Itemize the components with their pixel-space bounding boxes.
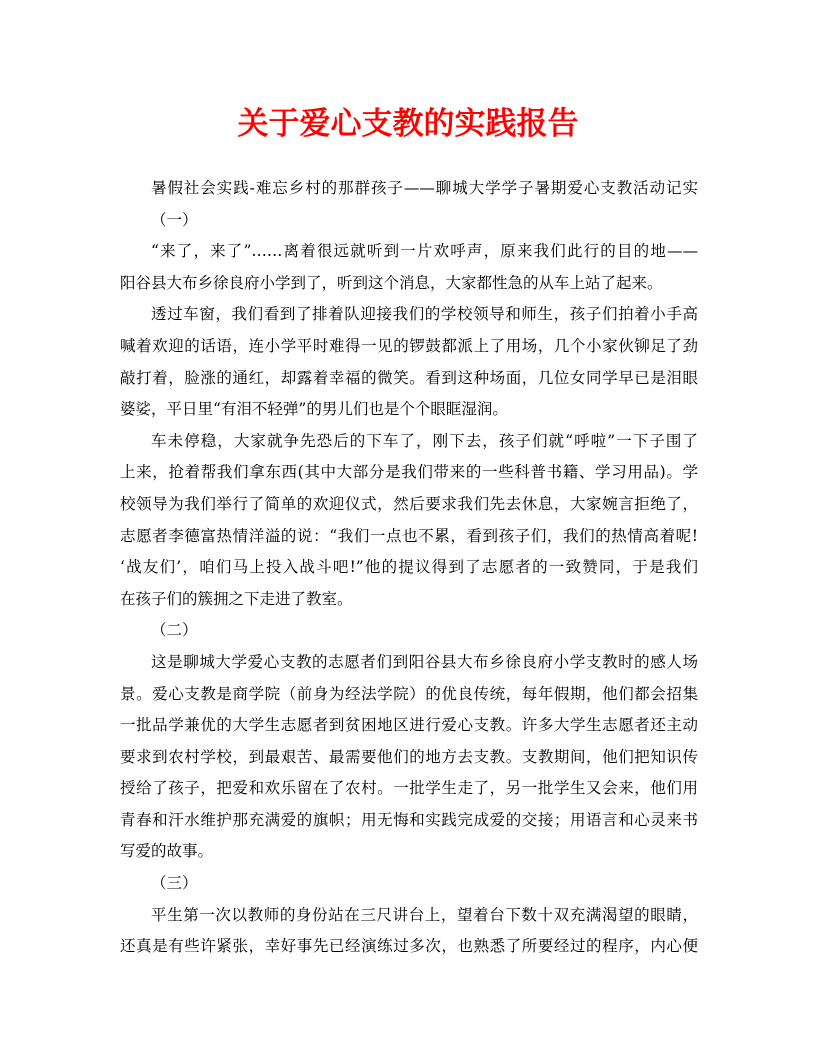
paragraph-line: 还真是有些许紧张，幸好事先已经演练过多次，也熟悉了所要经过的程序，内心便: [120, 937, 698, 956]
paragraph-line: 这是聊城大学爱心支教的志愿者们到阳谷县大布乡徐良府小学支教时的感人场: [151, 652, 698, 671]
paragraph-line: 写爱的故事。: [120, 842, 214, 861]
document-title: 关于爱心支教的实践报告: [237, 106, 579, 142]
section-heading: （二）: [151, 621, 198, 640]
paragraph-line: 上来，抢着帮我们拿东西(其中大部分是我们带来的一些科普书籍、学习用品)。学: [120, 463, 698, 482]
paragraph-line: 志愿者李德富热情洋溢的说：“我们一点也不累，看到孩子们，我们的热情高着呢!: [120, 526, 698, 545]
paragraph-line: 校领导为我们举行了简单的欢迎仪式，然后要求我们先去休息，大家婉言拒绝了，: [120, 494, 698, 513]
section-heading: （三）: [151, 874, 198, 893]
document-subtitle: 暑假社会实践-难忘乡村的那群孩子——聊城大学学子暑期爱心支教活动记实: [151, 179, 698, 197]
paragraph-line: 青春和汗水维护那充满爱的旗帜；用无悔和实践完成爱的交接；用语言和心灵来书: [120, 810, 698, 829]
paragraph-line: “来了，来了”……离着很远就听到一片欢呼声，原来我们此行的目的地——: [151, 242, 698, 261]
paragraph-line: 喊着欢迎的话语，连小学平时难得一见的锣鼓都派上了用场，几个小家伙铆足了劲: [120, 336, 698, 355]
paragraph-line: 在孩子们的簇拥之下走进了教室。: [120, 589, 353, 608]
paragraph-line: 要求到农村学校，到最艰苦、最需要他们的地方去支教。支教期间，他们把知识传: [120, 747, 698, 766]
paragraph-line: 阳谷县大布乡徐良府小学到了，听到这个消息，大家都性急的从车上站了起来。: [120, 273, 663, 292]
paragraph-line: 一批品学兼优的大学生志愿者到贫困地区进行爱心支教。许多大学生志愿者还主动: [120, 716, 698, 735]
paragraph-line: 透过车窗，我们看到了排着队迎接我们的学校领导和师生，孩子们拍着小手高: [151, 305, 698, 324]
paragraph-line: ‘战友们’，咱们马上投入战斗吧!”他的提议得到了志愿者的一致赞同，于是我们: [120, 558, 698, 577]
paragraph-line: 平生第一次以教师的身份站在三尺讲台上，望着台下数十双充满渴望的眼睛，: [151, 905, 698, 924]
paragraph-line: 婆娑，平日里“有泪不轻弹”的男儿们也是个个眼眶湿润。: [120, 400, 508, 419]
paragraph-line: 景。爱心支教是商学院（前身为经法学院）的优良传统，每年假期，他们都会招集: [120, 684, 698, 703]
paragraph-line: 授给了孩子，把爱和欢乐留在了农村。一批学生走了，另一批学生又会来，他们用: [120, 779, 698, 798]
section-heading: （一）: [151, 210, 198, 229]
paragraph-line: 敲打着，脸涨的通红，却露着幸福的微笑。看到这种场面，几位女同学早已是泪眼: [120, 368, 698, 387]
document-body: [120, 173, 698, 963]
paragraph-line: 车未停稳，大家就争先恐后的下车了，刚下去，孩子们就“呼啦”一下子围了: [151, 431, 698, 450]
